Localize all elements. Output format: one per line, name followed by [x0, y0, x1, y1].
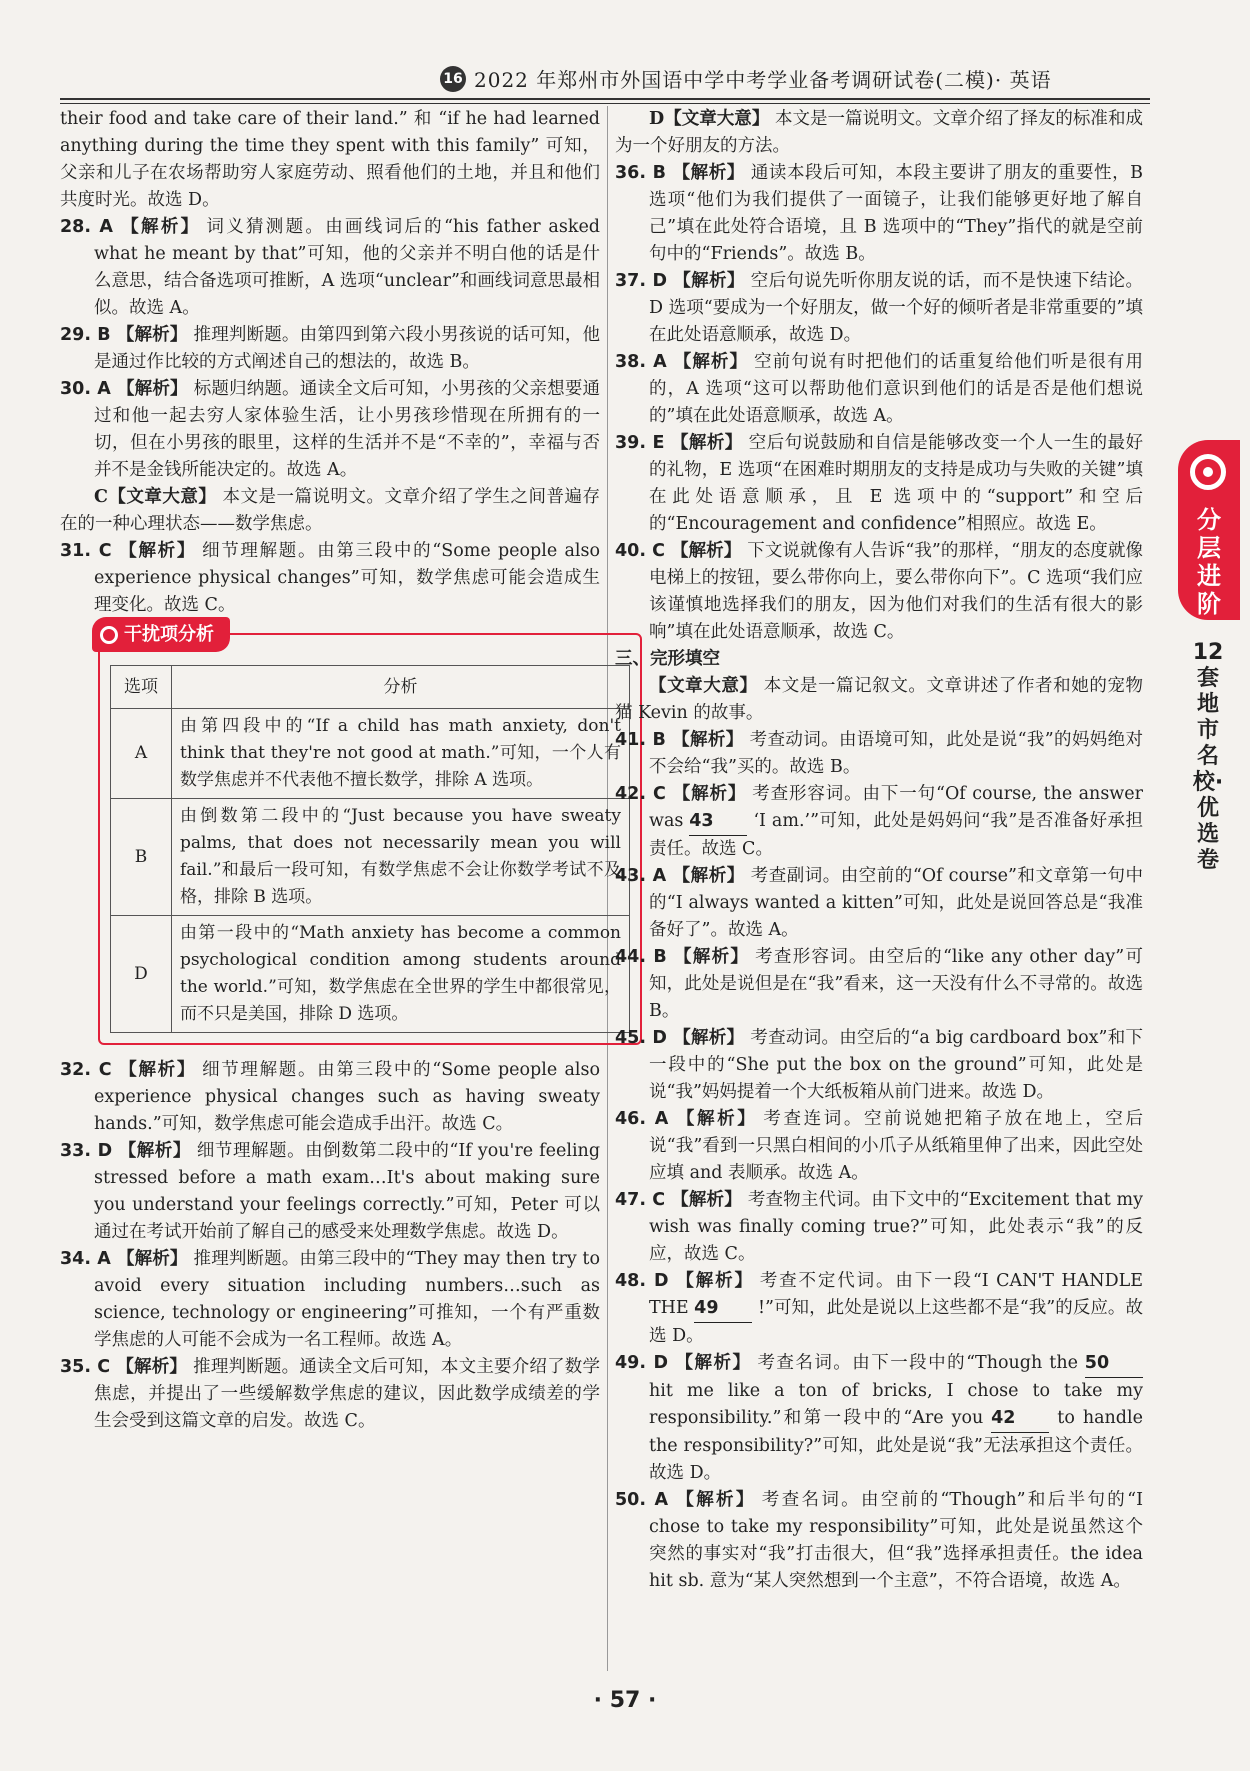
- exam-title: 2022 年郑州市外国语中学中考学业备考调研试卷(二模)· 英语: [474, 68, 1052, 92]
- target-icon: [1190, 454, 1226, 490]
- passage-d-summary: D【文章大意】 本文是一篇说明文。文章介绍了择友的标准和成为一个好朋友的方法。: [615, 109, 1143, 156]
- answer-48: 48. D 【解析】 考查不定代词。由下一段“I CAN'T HANDLE THE 49 !”可知，此处是说以上这些都不是“我”的反应。故选 D。: [615, 1271, 1143, 1346]
- header-rule: [60, 98, 1150, 104]
- distractor-analysis-title: 干扰项分析: [92, 617, 230, 652]
- continued-paragraph: their food and take care of their land.” 和 “if he had learned anything during the time they spent with this family” 可知，父亲和儿子在农场帮助穷人家庭劳动、照看他们的土地，并且和他们共度时光。故选 D。: [60, 109, 600, 210]
- answer-34: 34. A 【解析】 推理判断题。由第三段中的“They may then try to avoid every situation including numbers…such as science, technology or engineering”可推知，一个有严重数学焦虑的人可能不会成为一名工程师。故选 A。: [60, 1249, 601, 1350]
- analysis-cell: 由第四段中的“If a child has math anxiety, don't think that they're not good at math.”可知，一个人有数学焦虑并不代表他不擅长数学，排除 A 选项。: [172, 709, 630, 799]
- option-cell: B: [111, 799, 172, 916]
- target-icon: [100, 626, 118, 644]
- answer-30: 30. A 【解析】 标题归纳题。通读全文后可知，小男孩的父亲想要通过和他一起去穷人家体验生活，让小男孩珍惜现在所拥有的一切，但在小男孩的眼里，这样的生活并不是“不幸的”，幸福与否并不是金钱所能决定的。故选 A。: [60, 379, 601, 480]
- section-cloze-heading: 三、完形填空: [615, 649, 720, 669]
- answer-28: 28. A 【解析】 词义猜测题。由画线词后的“his father asked what he meant by that”可知，他的父亲并不明白他的话是什么意思，结合备选项可推断，A 选项“unclear”和画线词意思最相似。故选 A。: [60, 217, 600, 318]
- distractor-table: [110, 665, 630, 1033]
- header-analysis: 分析: [172, 666, 630, 709]
- blank-number: 43: [689, 808, 747, 836]
- answer-39: 39. E 【解析】 空后句说鼓励和自信是能够改变一个人一生的最好的礼物，E 选项“在困难时期朋友的支持是成功与失败的关键”填在此处语意顺承，且 E 选项中的“support”和空后的“Encouragement and confidence”相照应。故选 E。: [615, 433, 1144, 534]
- table-row: [111, 709, 630, 799]
- side-tab-label: 分层进阶: [1197, 506, 1221, 618]
- left-column: [60, 106, 621, 1435]
- blank-number: 50: [1085, 1350, 1143, 1378]
- analysis-cell: 由第一段中的“Math anxiety has become a common psychological condition among students around the world.”可知，数学焦虑在全世界的学生中都很常见，而不只是美国，排除 D 选项。: [172, 916, 630, 1033]
- answer-45: 45. D 【解析】 考查动词。由空后的“a big cardboard box”和下一段中的“She put the box on the ground”可知，此处是说“我”妈妈提着一个大纸板箱从前门进来。故选 D。: [615, 1028, 1144, 1102]
- page-header: [60, 64, 1150, 104]
- answer-43: 43. A 【解析】 考查副词。由空前的“Of course”和文章第一句中的“I always wanted a kitten”可知，此处是说回答总是“我准备好了”。故选 A。: [615, 866, 1144, 940]
- answer-37: 37. D 【解析】 空后句说先听你朋友说的话，而不是快速下结论。D 选项“要成为一个好朋友，做一个好的倾听者是非常重要的”填在此处语意顺承，故选 D。: [615, 271, 1144, 345]
- side-tab: [1172, 440, 1250, 1300]
- page-number: · 57 ·: [593, 1688, 657, 1713]
- answer-35: 35. C 【解析】 推理判断题。通读全文后可知，本文主要介绍了数学焦虑，并提出了一些缓解数学焦虑的建议，因此数学成绩差的学生会受到这篇文章的启发。故选 C。: [60, 1357, 601, 1431]
- distractor-analysis-box: [98, 624, 642, 1045]
- answer-42: 42. C 【解析】 考查形容词。由下一句“Of course, the answer was 43 ‘I am.’”可知，此处是妈妈问“我”是否准备好承担责任。故选 C。: [615, 784, 1144, 859]
- answer-49: 49. D 【解析】 考查名词。由下一段中的“Though the 50 hit me like a ton of bricks, I chose to take my responsibility.”和第一段中的“Are you 42 to handle the responsibility?”可知，此处是说“我”无法承担这个责任。故选 D。: [615, 1350, 1143, 1487]
- side-tab-red: [1178, 440, 1240, 620]
- table-row: [111, 916, 630, 1033]
- series-label: 12套地市名校·优选卷: [1192, 640, 1224, 873]
- answer-40: 40. C 【解析】 下文说就像有人告诉“我”的那样，“朋友的态度就像电梯上的按钮，要么带你向上，要么带你向下”。C 选项“我们应该谨慎地选择我们的朋友，因为他们对我们的生活有很大的影响”填在此处语意顺承，故选 C。: [615, 541, 1143, 642]
- answer-32: 32. C 【解析】 细节理解题。由第三段中的“Some people also experience physical changes such as having sweaty hands.”可知，数学焦虑可能会造成手出汗。故选 C。: [60, 1060, 601, 1134]
- analysis-cell: 由倒数第二段中的“Just because you have sweaty palms, that does not necessarily mean you will fail.”和最后一段可知，有数学焦虑不会让你数学考试不及格，排除 B 选项。: [172, 799, 630, 916]
- answer-36: 36. B 【解析】 通读本段后可知，本段主要讲了朋友的重要性，B 选项“他们为我们提供了一面镜子，让我们能够更好地了解自己”填在此处符合语境，且 B 选项中的“They”指代的就是空前句中的“Friends”。故选 B。: [615, 163, 1144, 264]
- answer-46: 46. A 【解析】 考查连词。空前说她把箱子放在地上，空后说“我”看到一只黑白相间的小爪子从纸箱里伸了出来，因此空处应填 and 表顺承。故选 A。: [615, 1109, 1144, 1183]
- exam-number-badge: 16: [440, 66, 466, 92]
- answer-31: 31. C 【解析】 细节理解题。由第三段中的“Some people also experience physical changes”可知，数学焦虑可能会造成生理变化。故选 C。: [60, 541, 601, 615]
- blank-number: 42: [991, 1405, 1049, 1433]
- answer-44: 44. B 【解析】 考查形容词。由空后的“like any other day”可知，此处是说但是在“我”看来，这一天没有什么不寻常的。故选 B。: [615, 947, 1143, 1021]
- option-cell: A: [111, 709, 172, 799]
- answer-38: 38. A 【解析】 空前句说有时把他们的话重复给他们听是很有用的，A 选项“这可以帮助他们意识到他们的话是否是他们想说的”填在此处语意顺承，故选 A。: [615, 352, 1144, 426]
- passage-c-summary: C【文章大意】 本文是一篇说明文。文章介绍了学生之间普遍存在的一种心理状态——数学焦虑。: [60, 487, 600, 534]
- answer-33: 33. D 【解析】 细节理解题。由倒数第二段中的“If you're feeling stressed before a math exam…It's about making sure you understand your feelings correctly.”可知，Peter 可以通过在考试开始前了解自己的感受来处理数学焦虑。故选 D。: [60, 1141, 601, 1242]
- header-option: 选项: [111, 666, 172, 709]
- answer-50: 50. A 【解析】 考查名词。由空前的“Though”和后半句的“I chose to take my responsibility”可知，此处是说虽然这个突然的事实对“我”打击很大，但“我”选择承担责任。the idea hit sb. 意为“某人突然想到一个主意”，不符合语境，故选 A。: [615, 1490, 1144, 1591]
- table-header-row: [111, 666, 630, 709]
- answer-47: 47. C 【解析】 考查物主代词。由下文中的“Excitement that my wish was finally coming true?”可知，此处表示“我”的反应，故选 C。: [615, 1190, 1143, 1264]
- option-cell: D: [111, 916, 172, 1033]
- blank-number: 49: [694, 1295, 752, 1323]
- answer-29: 29. B 【解析】 推理判断题。由第四到第六段小男孩说的话可知，他是通过作比较的方式阐述自己的想法的，故选 B。: [60, 325, 601, 372]
- answer-41: 41. B 【解析】 考查动词。由语境可知，此处是说“我”的妈妈绝对不会给“我”买的。故选 B。: [615, 730, 1143, 777]
- right-column: [615, 106, 1143, 1595]
- cloze-summary: 【文章大意】 本文是一篇记叙文。文章讲述了作者和她的宠物猫 Kevin 的故事。: [615, 676, 1143, 723]
- table-row: [111, 799, 630, 916]
